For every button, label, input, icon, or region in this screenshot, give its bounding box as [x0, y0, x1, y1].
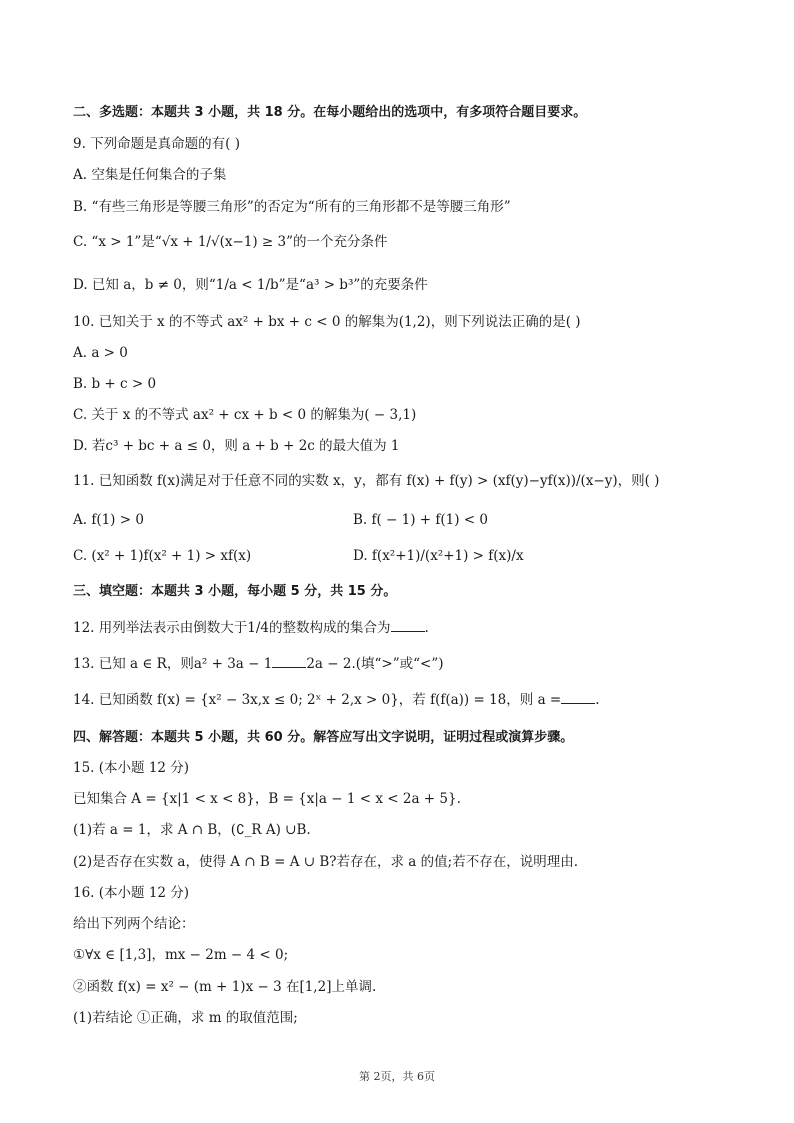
q15-part1: (1)若 a = 1，求 A ∩ B，(∁_R A) ∪B.: [73, 822, 311, 838]
q11-stem: 11. 已知函数 f(x)满足对于任意不同的实数 x，y，都有 f(x) + f(y) > (xf(y)−yf(x))/(x−y)，则( ): [73, 473, 660, 489]
q16-conclusion-2: ②函数 f(x) = x² − (m + 1)x − 3 在[1,2]上单调.: [73, 979, 377, 995]
q16-title: 16. (本小题 12 分): [73, 885, 190, 901]
page-footer: 第 2页，共 6页: [359, 1070, 435, 1083]
q14: [73, 690, 600, 709]
q14-answer-blank: [561, 690, 595, 704]
q15-title: 15. (本小题 12 分): [73, 760, 190, 776]
q11-option-a: A. f(1) > 0: [73, 512, 144, 528]
q16-given: 给出下列两个结论：: [73, 916, 195, 932]
q9-option-d: D. 已知 a，b ≠ 0，则“1/a < 1/b”是“a³ > b³”的充要条件: [73, 277, 428, 293]
q12: [73, 618, 429, 637]
q12-text: 12. 用列举法表示由倒数大于1/4的整数构成的集合为: [73, 620, 391, 636]
q11-option-c: C. (x² + 1)f(x² + 1) > xf(x): [73, 548, 252, 564]
q9-option-b: B. “有些三角形是等腰三角形”的否定为“所有的三角形都不是等腰三角形”: [73, 199, 511, 215]
q14-text: 14. 已知函数 f(x) = {x² − 3x,x ≤ 0; 2ˣ + 2,x > 0}，若 f(f(a)) = 18，则 a =: [73, 692, 562, 708]
section-heading-solutions: 四、解答题：本题共 5 小题，共 60 分。解答应写出文字说明，证明过程或演算步骤。: [73, 730, 574, 745]
q10-option-c: C. 关于 x 的不等式 ax² + cx + b < 0 的解集为( − 3,1): [73, 407, 417, 423]
q12-end: .: [424, 620, 429, 636]
q11-option-d: D. f(x²+1)/(x²+1) > f(x)/x: [353, 548, 524, 564]
q15-part2: (2)是否存在实数 a，使得 A ∩ B = A ∪ B?若存在，求 a 的值;若不存在，说明理由.: [73, 854, 578, 870]
section-heading-multiple-choice: 二、多选题：本题共 3 小题，共 18 分。在每小题给出的选项中，有多项符合题目要求。: [73, 105, 587, 120]
q16-part1: (1)若结论 ①正确，求 m 的取值范围;: [73, 1010, 298, 1026]
q16-conclusion-1: ①∀x ∈ [1,3]，mx − 2m − 4 < 0;: [73, 947, 289, 963]
q14-end: .: [595, 692, 600, 708]
q11-option-b: B. f( − 1) + f(1) < 0: [353, 512, 489, 528]
q9-option-a: A. 空集是任何集合的子集: [73, 167, 227, 183]
q12-answer-blank: [391, 618, 425, 632]
q13: [73, 654, 444, 673]
q13-text-right: 2a − 2.(填“>”或“<”): [306, 656, 444, 672]
q13-answer-blank: [272, 654, 306, 668]
q10-option-b: B. b + c > 0: [73, 376, 157, 392]
q15-given: 已知集合 A = {x|1 < x < 8}，B = {x|a − 1 < x < 2a + 5}.: [73, 791, 461, 807]
q13-text-left: 13. 已知 a ∈ R，则a² + 3a − 1: [73, 656, 273, 672]
q9-option-c: C. “x > 1”是“√x + 1/√(x−1) ≥ 3”的一个充分条件: [73, 234, 388, 250]
q9-stem: 9. 下列命题是真命题的有( ): [73, 136, 240, 152]
section-heading-fill-in: 三、填空题：本题共 3 小题，每小题 5 分，共 15 分。: [73, 584, 397, 599]
q10-option-d: D. 若c³ + bc + a ≤ 0，则 a + b + 2c 的最大值为 1: [73, 438, 400, 454]
q10-option-a: A. a > 0: [73, 345, 128, 361]
q10-stem: 10. 已知关于 x 的不等式 ax² + bx + c < 0 的解集为(1,2)，则下列说法正确的是( ): [73, 314, 581, 330]
